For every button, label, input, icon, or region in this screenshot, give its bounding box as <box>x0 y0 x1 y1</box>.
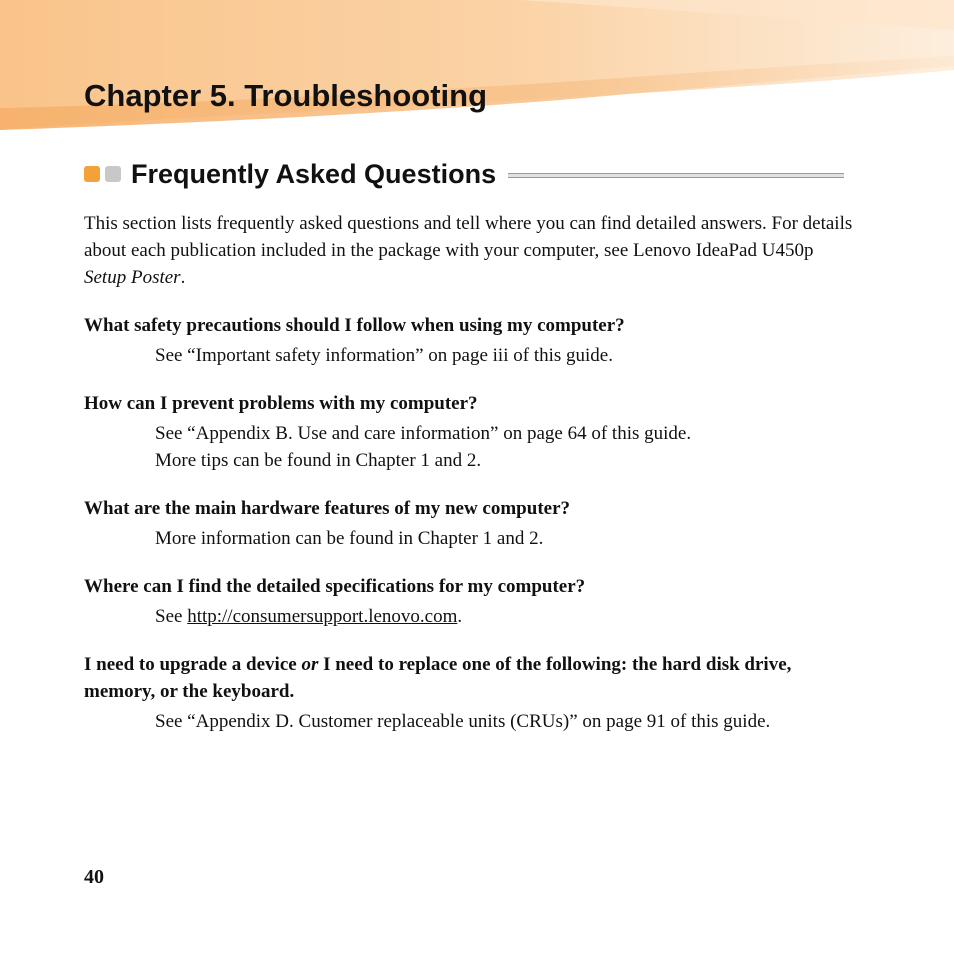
header-banner <box>0 0 954 140</box>
faq-answer-safety: See “Important safety information” on page iii of this guide. <box>155 345 613 366</box>
gray-square-icon <box>105 166 121 182</box>
section-title: Frequently Asked Questions <box>131 158 497 189</box>
faq-answer-hardware-features: More information can be found in Chapter 1 and 2. <box>155 528 544 549</box>
section-rule <box>508 173 844 178</box>
section-heading <box>84 152 844 196</box>
section-bullets <box>84 166 121 182</box>
faq-answer-prevent-problems: See “Appendix B. Use and care information” on page 64 of this guide. More tips can be found in Chapter 1 and 2. <box>155 423 692 471</box>
faq-question-upgrade-device: I need to upgrade a device or I need to replace one of the following: the hard disk drive, memory, or the keyboard. <box>84 654 792 702</box>
page-number: 40 <box>84 866 104 888</box>
chapter-title: Chapter 5. Troubleshooting <box>84 78 488 113</box>
intro-paragraph: This section lists frequently asked questions and tell where you can find detailed answers. For details about each publication included in the package with your computer, see Lenovo IdeaPad U450p Setup Poster. <box>84 213 853 288</box>
faq-answer-upgrade-device: See “Appendix D. Customer replaceable units (CRUs)” on page 91 of this guide. <box>155 711 771 732</box>
orange-square-icon <box>84 166 100 182</box>
faq-question-prevent-problems: How can I prevent problems with my computer? <box>84 393 478 414</box>
setup-poster-title: Setup Poster <box>84 267 181 288</box>
faq-question-safety: What safety precautions should I follow when using my computer? <box>84 315 625 336</box>
consumer-support-link[interactable]: http://consumersupport.lenovo.com <box>187 606 458 627</box>
faq-content <box>84 210 854 756</box>
faq-answer-specifications: See http://consumersupport.lenovo.com. <box>155 606 463 627</box>
faq-question-hardware-features: What are the main hardware features of my new computer? <box>84 498 571 519</box>
faq-question-specifications: Where can I find the detailed specifications for my computer? <box>84 576 586 597</box>
